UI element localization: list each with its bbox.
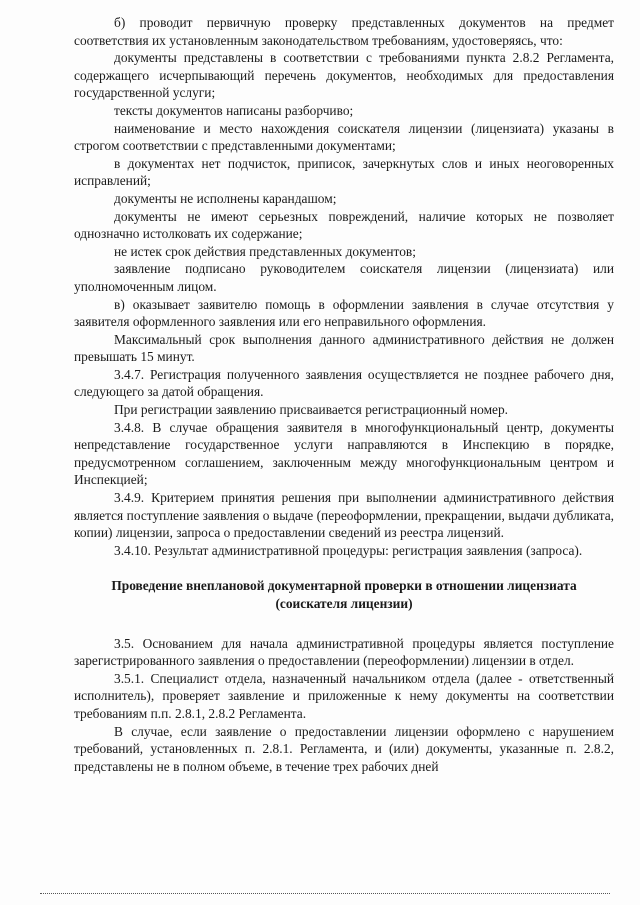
paragraph-registration-number: При регистрации заявлению присваивается регистрационный номер. [114,402,509,418]
clause-3-4-8: 3.4.8. В случае обращения заявителя в многофункциональный центр, документы непредставление государственное услуги направляются в Инспекцию в порядке, предусмотренном соглашением, заключенным между многофункциональным центром и Инспекцией; [74,419,614,488]
clause-3-4-7: 3.4.7. Регистрация полученного заявления осуществляется не позднее рабочего дня, следующего за датой обращения. [74,366,614,400]
list-item: заявление подписано руководителем соискателя лицензии (лицензиата) или уполномоченным лицом. [74,261,614,294]
clause-3-5-1: 3.5.1. Специалист отдела, назначенный начальником отдела (далее - ответственный исполнитель), проверяет заявление и приложенные к нему документы на соответствии требованиям п.п. 2.8.1, 2.8.2 Регламента. [74,670,614,721]
list-item: в документах нет подчисток, приписок, зачеркнутых слов и иных неоговоренных исправлений; [74,155,614,189]
list-item: наименование и место нахождения соискателя лицензии (лицензиата) указаны в строгом соответствии с представленными документами; [74,120,614,154]
clause-3-4-10: 3.4.10. Результат административной процедуры: регистрация заявления (запроса). [114,542,583,558]
list-item: документы не исполнены карандашом; [114,190,337,206]
paragraph-v: в) оказывает заявителю помощь в оформлении заявления в случае отсутствия у заявителя оформленного заявления или его неправильного оформления. [74,296,614,330]
clause-3-5: 3.5. Основанием для начала административной процедуры является поступление зарегистрированного заявления о предоставлении (переоформлении) лицензии в отдел. [74,635,614,669]
paragraph-violation-case: В случае, если заявление о предоставлении лицензии оформлено с нарушением требований, установленных п. 2.8.1. Регламента, и (или) документы, указанные п. 2.8.2, представлены не в полном объеме, в течение трех рабочих дней [74,723,614,774]
paragraph-b-intro: б) проводит первичную проверку представленных документов на предмет соответствия их установленным законодательством требованиям, удостоверяясь, что: [74,15,614,48]
list-item: не истек срок действия представленных документов; [114,243,416,259]
page-bottom-divider [40,893,610,894]
list-item: тексты документов написаны разборчиво; [114,102,354,118]
paragraph-max-time: Максимальный срок выполнения данного административного действия не должен превышать 15 минут. [74,331,614,365]
section-title [74,577,614,612]
document-body [74,14,614,775]
section-title-line-1: Проведение внеплановой документарной проверки в отношении лицензиата [111,578,577,594]
clause-3-4-9: 3.4.9. Критерием принятия решения при выполнении административного действия является поступление заявления о выдаче (переоформлении, прекращении, выдачи дубликата, копии) лицензии, запроса о предоставлении сведений из реестра лицензий. [74,490,614,541]
section-title-line-2: (соискателя лицензии) [275,596,413,611]
list-item: документы представлены в соответствии с требованиями пункта 2.8.2 Регламента, содержащего исчерпывающий перечень документов, необходимых для предоставления государственной услуги; [74,50,614,101]
list-item: документы не имеют серьезных повреждений, наличие которых не позволяет однозначно истолковать их содержание; [74,208,614,242]
